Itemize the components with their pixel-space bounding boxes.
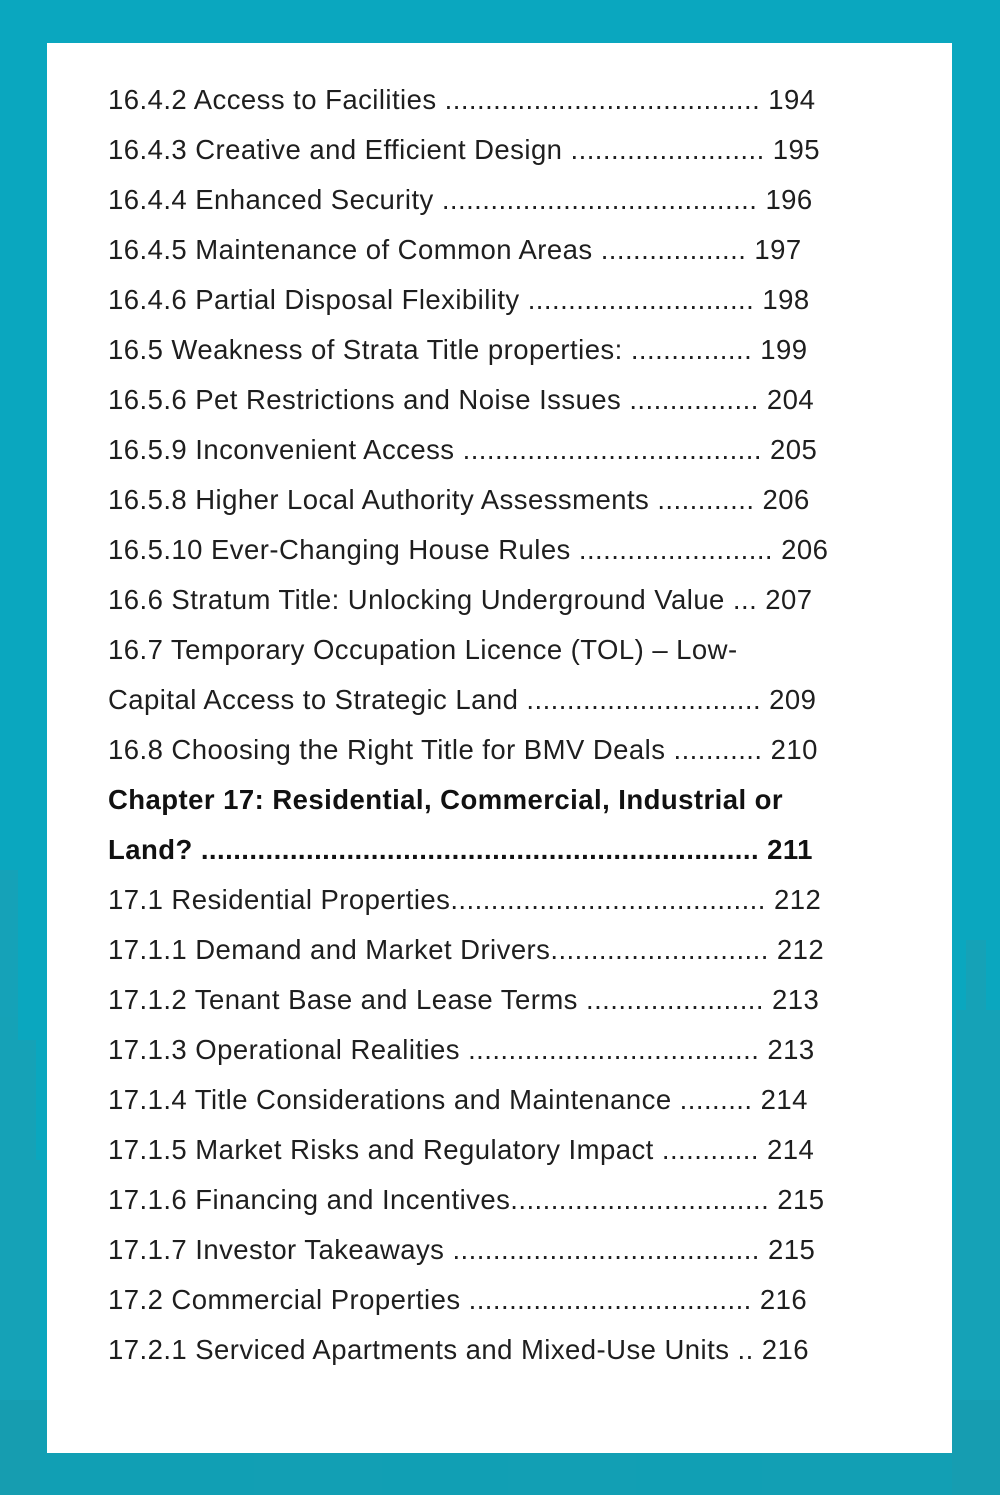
chapter-heading-line: Land? ..................................................................... 211 — [108, 834, 813, 865]
toc-entry: 16.5.10 Ever-Changing House Rules ........................ 206 — [108, 534, 829, 565]
toc-entry: 17.1.4 Title Considerations and Maintenance ......... 214 — [108, 1084, 808, 1115]
toc-entry: 16.5.9 Inconvenient Access ..................................... 205 — [108, 434, 818, 465]
toc-entry: 16.5 Weakness of Strata Title properties: ............... 199 — [108, 334, 808, 365]
toc-entry: 16.4.4 Enhanced Security ....................................... 196 — [108, 184, 813, 215]
toc-entry: 16.4.2 Access to Facilities ....................................... 194 — [108, 84, 816, 115]
toc-entry: 17.1.2 Tenant Base and Lease Terms ...................... 213 — [108, 984, 820, 1015]
chapter-heading-line: Chapter 17: Residential, Commercial, Industrial or — [108, 784, 784, 815]
toc-entry: 17.2 Commercial Properties ................................... 216 — [108, 1284, 808, 1315]
book-page — [47, 43, 952, 1453]
toc-entry: 17.1.5 Market Risks and Regulatory Impact ............ 214 — [108, 1134, 815, 1165]
toc-entry: 16.5.8 Higher Local Authority Assessments ............ 206 — [108, 484, 810, 515]
toc-entry: 16.6 Stratum Title: Unlocking Underground Value ... 207 — [108, 584, 813, 615]
toc-entry: Capital Access to Strategic Land ............................. 209 — [108, 684, 817, 715]
toc-entry: 17.1 Residential Properties....................................... 212 — [108, 884, 822, 915]
toc-entry: 17.2.1 Serviced Apartments and Mixed-Use Units .. 216 — [108, 1334, 809, 1365]
toc-entry: 16.4.5 Maintenance of Common Areas .................. 197 — [108, 234, 802, 265]
toc-entry: 17.1.3 Operational Realities .................................... 213 — [108, 1034, 815, 1065]
toc-entry: 16.8 Choosing the Right Title for BMV Deals ........... 210 — [108, 734, 818, 765]
toc-entry: 17.1.6 Financing and Incentives................................ 215 — [108, 1184, 825, 1215]
toc-entry: 16.4.6 Partial Disposal Flexibility ............................ 198 — [108, 284, 810, 315]
toc-entry: 17.1.7 Investor Takeaways ...................................... 215 — [108, 1234, 816, 1265]
toc-entry: 17.1.1 Demand and Market Drivers........................... 212 — [108, 934, 825, 965]
toc-entry: 16.7 Temporary Occupation Licence (TOL) – Low- — [108, 634, 738, 665]
toc-entry: 16.4.3 Creative and Efficient Design ........................ 195 — [108, 134, 821, 165]
table-of-contents — [108, 75, 908, 1375]
toc-entry: 16.5.6 Pet Restrictions and Noise Issues ................ 204 — [108, 384, 815, 415]
